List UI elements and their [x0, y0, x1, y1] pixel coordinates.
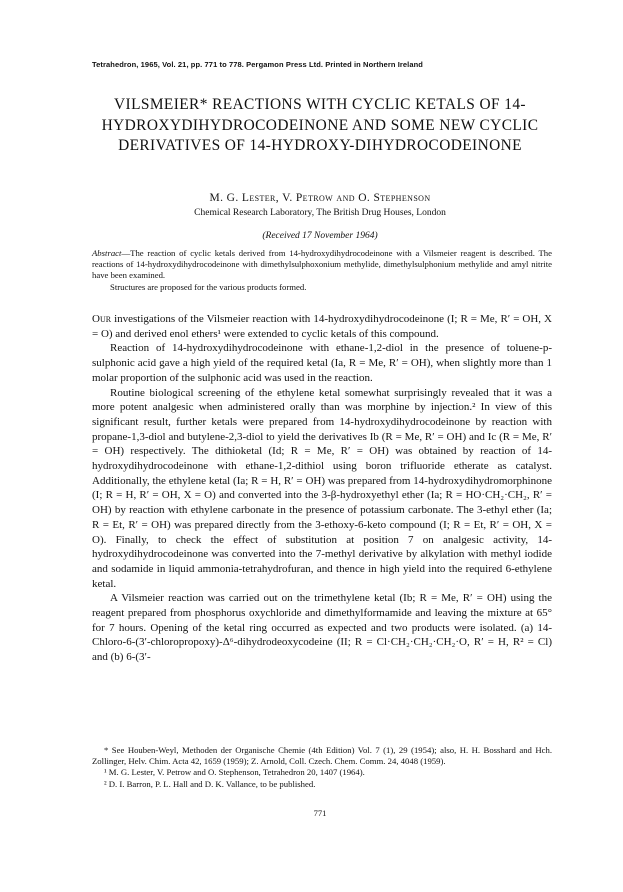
body-text [92, 312, 552, 665]
lead-word: Our [92, 313, 112, 325]
paper-title: VILSMEIER* REACTIONS WITH CYCLIC KETALS OF 14-HYDROXYDIHYDROCODEINONE AND SOME NEW CYCLIC DERIVATIVES OF 14-HYDROXY-DIHYDROCODEINONE [101, 96, 539, 154]
abstract [92, 248, 552, 293]
footnote-1: ¹ M. G. Lester, V. Petrow and O. Stephenson, Tetrahedron 20, 1407 (1964). [104, 767, 365, 778]
received-date: (Received 17 November 1964) [262, 231, 378, 241]
body-paragraph-4: A Vilsmeier reaction was carried out on the trimethylene ketal (Ib; R = Me, R′ = OH) using the reagent prepared from phosphorus oxychloride and dimethylformamide and leaving the mixture at 65° for 7 hours. Opening of the ketal ring occurred as expected and two products were isolated. (a) 14-Chloro-6-(3′-chloropropoxy)-Δ⁶-dihydrodeoxycodeine (II; R = Cl·CH₂·CH₂·CH₂·O, R′ = H, R² = Cl) and (b) 6-(3′- [92, 592, 552, 664]
abstract-text: —The reaction of cyclic ketals derived from 14-hydroxydihydrocodeinone with a Vilsmeier reagent is described. The reactions of 14-hydroxydihydrocodeinone with dimethylsulphoxonium methylide, dimethylsulphonium methylide and amyl nitrite have been examined. [92, 248, 552, 281]
body-paragraph-1 [92, 312, 552, 341]
body-paragraph-1-text: investigations of the Vilsmeier reaction with 14-hydroxydihydrocodeinone (I; R = Me, R′ = OH, X = O) and derived enol ethers¹ were extended to cyclic ketals of this compound. [92, 313, 552, 340]
affiliation: Chemical Research Laboratory, The British Drug Houses, London [194, 208, 446, 218]
author-list: M. G. Lester, V. Petrow and O. Stephenson [209, 192, 431, 204]
abstract-text-2: Structures are proposed for the various products formed. [110, 281, 307, 292]
running-head: Tetrahedron, 1965, Vol. 21, pp. 771 to 778. Pergamon Press Ltd. Printed in Northern Ireland [92, 60, 423, 69]
footnote-2: ² D. I. Barron, P. L. Hall and D. K. Vallance, to be published. [104, 778, 316, 789]
body-paragraph-2: Reaction of 14-hydroxydihydrocodeinone with ethane-1,2-diol in the presence of toluene-p-sulphonic acid gave a high yield of the required ketal (Ia, R = Me, R′ = OH), when slightly more than 1 molar proportion of the sulphonic acid was used in the reaction. [92, 342, 552, 384]
page-number: 771 [313, 808, 327, 818]
body-paragraph-3: Routine biological screening of the ethylene ketal somewhat surprisingly revealed that it was a more potent analgesic when administered orally than was morphine by injection.² In view of this significant result, further ketals were prepared from 14-hydroxydihydrocodeinone by reaction with propane-1,3-diol and butylene-2,3-diol to yield the derivatives Ib (R = Me, R′ = OH) and Ic (R = Me, R′ = OH) respectively. The dithioketal (Id; R = Me, R′ = OH) was obtained by reaction of 14-hydroxydihydrocodeinone with ethane-1,2-dithiol using boron trifluoride etherate as catalyst. Additionally, the ethylene ketal (Ia; R = H, R′ = OH) was prepared from 14-hydroxydihydromorphinone (I; R = H, R′ = OH, X = O) and converted into the 3-β-hydroxyethyl ether (Ia; R = HO·CH₂·CH₂, R′ = OH) by reaction with ethylene carbonate in the presence of potassium carbonate. The 3-ethyl ether (Ia; R = Et, R′ = OH) was prepared directly from the 3-ethoxy-6-keto compound (I; R = Et, R′ = OH, X = O). Finally, to check the effect of substitution at position 7 on analgesic activity, 14-hydroxydihydrocodeinone was converted into the 7-methyl derivative by alkylation with methyl iodide and sodamide in liquid ammonia-tetrahydrofuran, and thence in high yield into the required 6-ethylene ketal. [92, 386, 552, 590]
footnote-star: * See Houben-Weyl, Methoden der Organische Chemie (4th Edition) Vol. 7 (1), 29 (1954); also, H. H. Bosshard and Hch. Zollinger, Helv. Chim. Acta 42, 1659 (1959); Z. Arnold, Coll. Czech. Chem. Comm. 24, 4048 (1959). [92, 745, 552, 767]
abstract-heading: Abstract [92, 248, 122, 258]
footnotes [92, 745, 552, 790]
